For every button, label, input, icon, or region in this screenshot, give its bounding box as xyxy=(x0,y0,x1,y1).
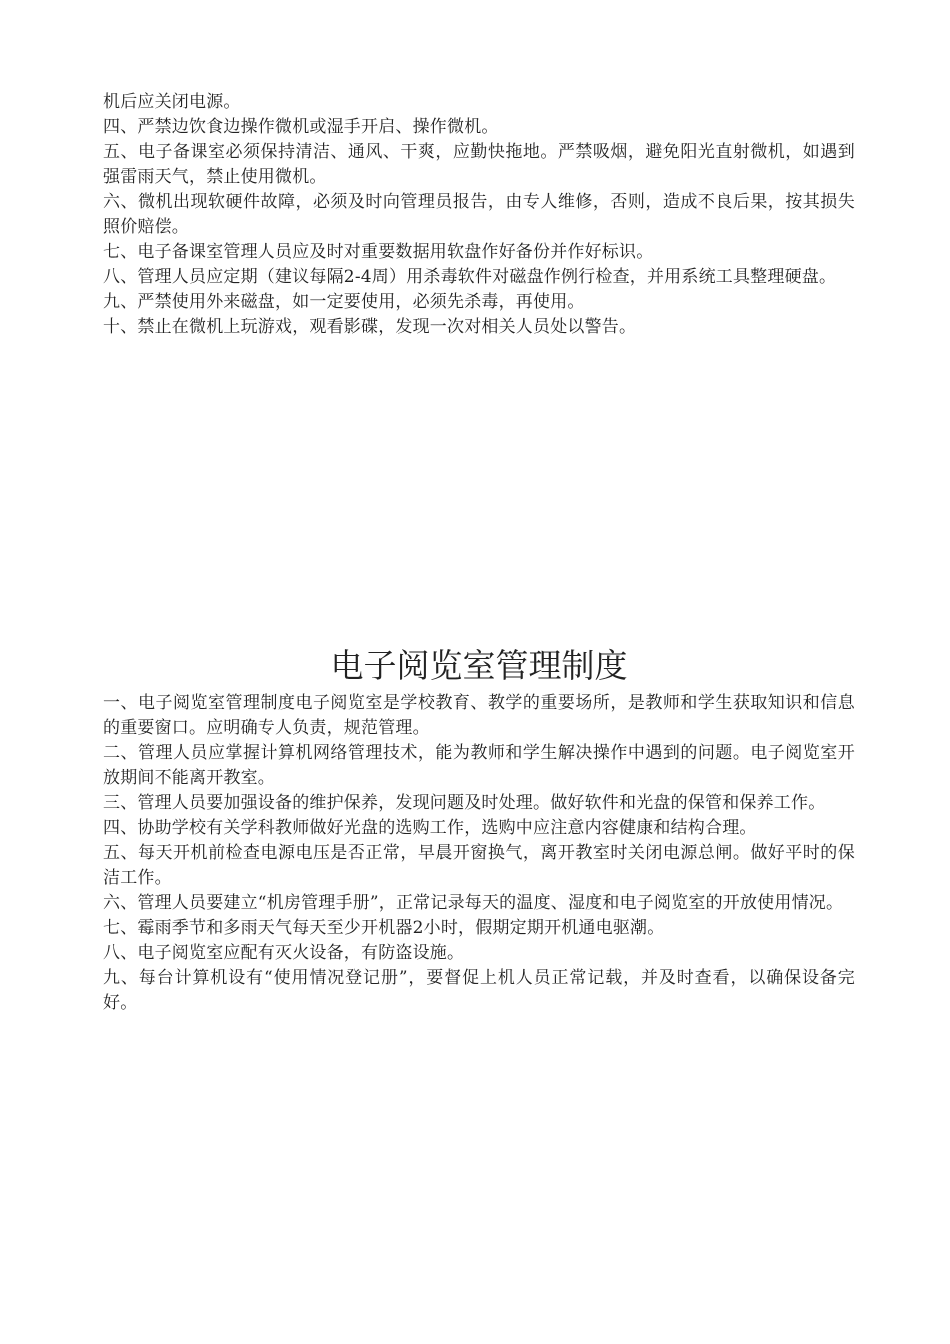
e-reading-room-rules-section xyxy=(103,643,855,1016)
rule-paragraph: 一、电子阅览室管理制度电子阅览室是学校教育、教学的重要场所，是教师和学生获取知识和信息的重要窗口。应明确专人负责，规范管理。 xyxy=(103,693,855,738)
rule-paragraph: 五、每天开机前检查电源电压是否正常，早晨开窗换气，离开教室时关闭电源总闸。做好平时的保洁工作。 xyxy=(103,843,855,888)
rule-paragraph: 九、每台计算机设有“使用情况登记册”，要督促上机人员正常记载，并及时查看，以确保设备完好。 xyxy=(103,968,855,1013)
rule-paragraph: 三、管理人员要加强设备的维护保养，发现问题及时处理。做好软件和光盘的保管和保养工作。 xyxy=(103,793,826,813)
rule-paragraph: 二、管理人员应掌握计算机网络管理技术，能为教师和学生解决操作中遇到的问题。电子阅览室开放期间不能离开教室。 xyxy=(103,743,855,788)
rule-paragraph: 四、协助学校有关学科教师做好光盘的选购工作，选购中应注意内容健康和结构合理。 xyxy=(103,818,757,838)
document-title: 电子阅览室管理制度 xyxy=(330,646,628,685)
rule-paragraph: 七、霉雨季节和多雨天气每天至少开机器2小时，假期定期开机通电驱潮。 xyxy=(103,918,665,938)
rule-paragraph: 九、严禁使用外来磁盘，如一定要使用，必须先杀毒，再使用。 xyxy=(103,292,585,312)
rule-paragraph: 十、禁止在微机上玩游戏，观看影碟，发现一次对相关人员处以警告。 xyxy=(103,317,637,337)
rule-paragraph: 八、电子阅览室应配有灭火设备，有防盗设施。 xyxy=(103,943,465,963)
rule-paragraph: 五、电子备课室必须保持清洁、通风、干爽，应勤快拖地。严禁吸烟，避免阳光直射微机，如遇到强雷雨天气，禁止使用微机。 xyxy=(103,142,855,187)
top-rules-section xyxy=(103,90,855,340)
rule-paragraph: 八、管理人员应定期（建议每隔2-4周）用杀毒软件对磁盘作例行检查，并用系统工具整理硬盘。 xyxy=(103,267,837,287)
rule-paragraph: 六、微机出现软硬件故障，必须及时向管理员报告，由专人维修，否则，造成不良后果，按其损失照价赔偿。 xyxy=(103,192,855,237)
rule-paragraph: 机后应关闭电源。 xyxy=(103,92,241,112)
rule-paragraph: 四、严禁边饮食边操作微机或湿手开启、操作微机。 xyxy=(103,117,499,137)
rule-paragraph: 七、电子备课室管理人员应及时对重要数据用软盘作好备份并作好标识。 xyxy=(103,242,654,262)
rule-paragraph: 六、管理人员要建立“机房管理手册”，正常记录每天的温度、湿度和电子阅览室的开放使用情况。 xyxy=(103,893,844,913)
